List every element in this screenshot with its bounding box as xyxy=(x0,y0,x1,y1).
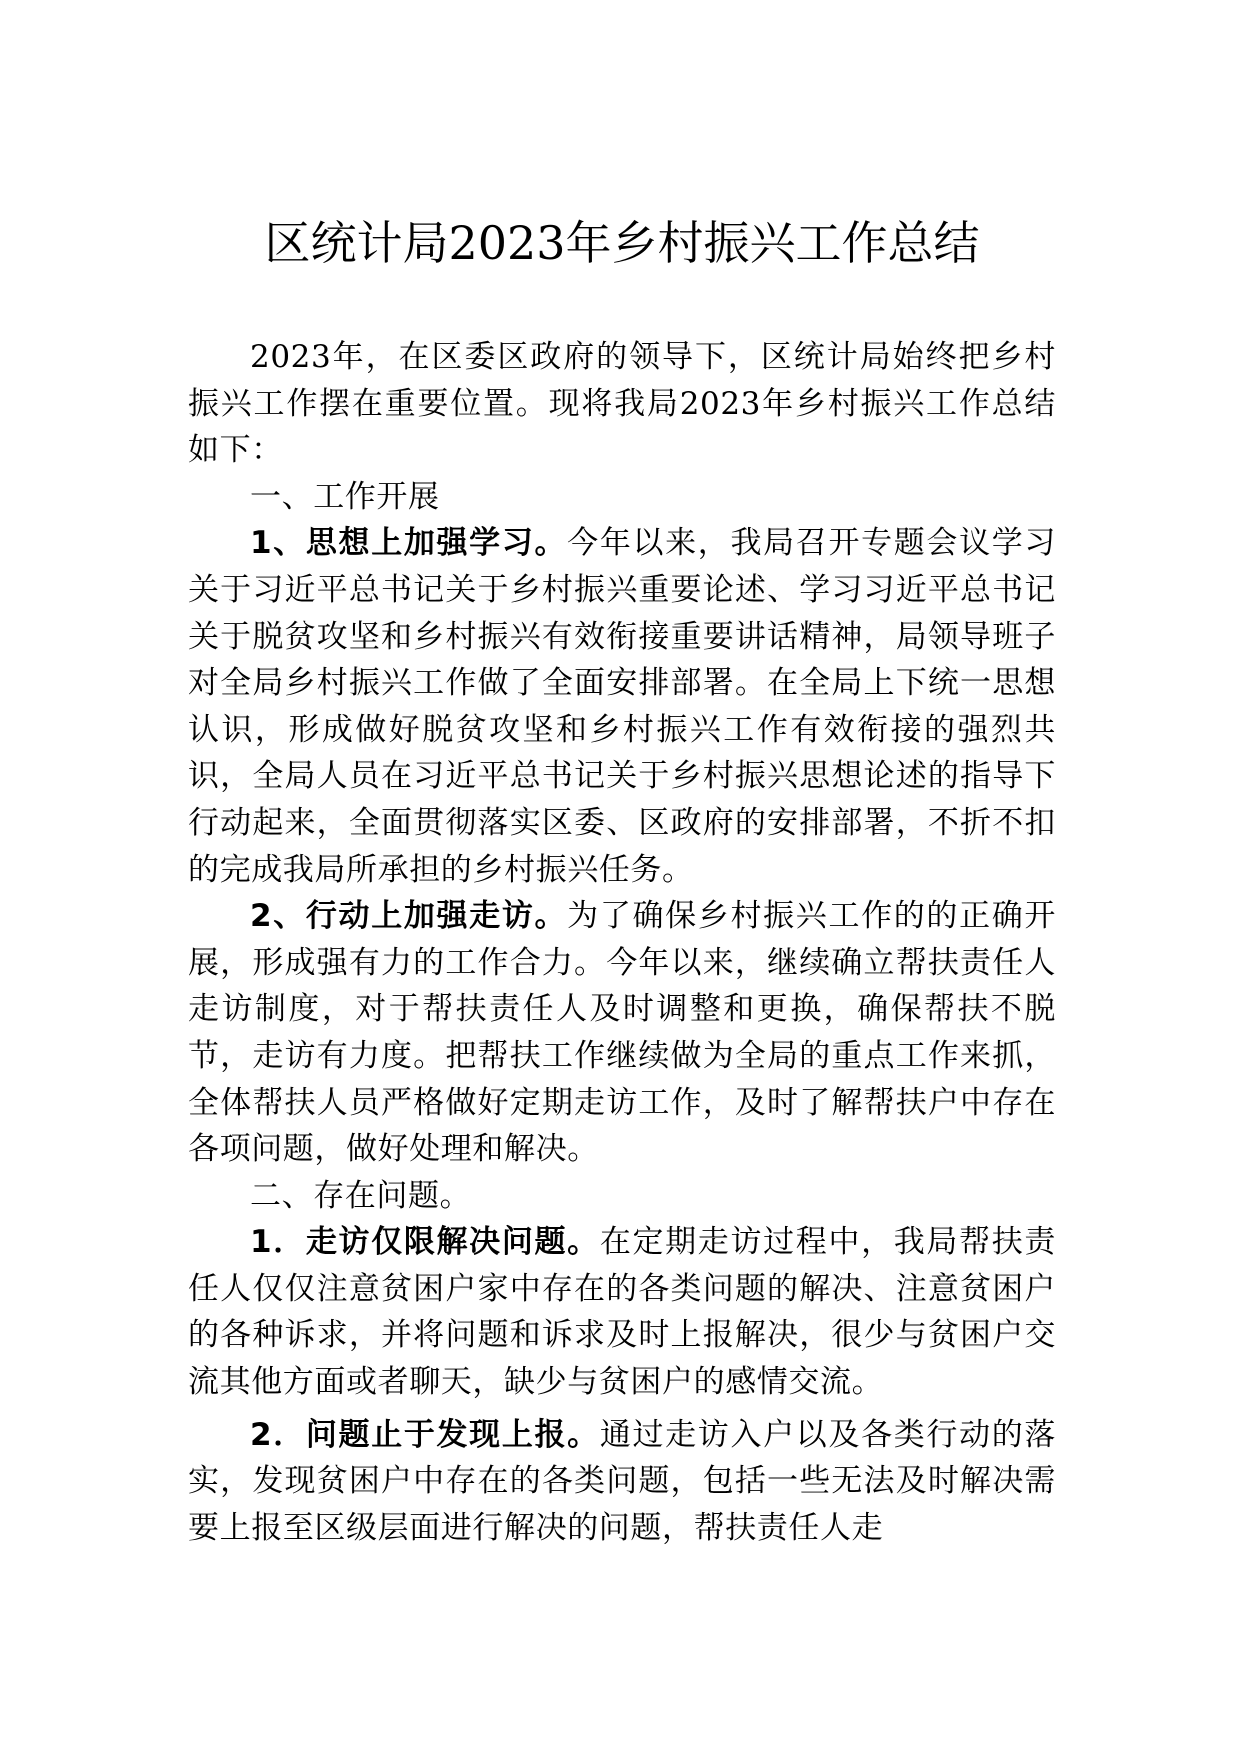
item-text-2: 为了确保乡村振兴工作的的正确开展，形成强有力的工作合力。今年以来，继续确立帮扶责任人走访制度，对于帮扶责任人及时调整和更换，确保帮扶不脱节，走访有力度。把帮扶工作继续做为全局的重点工作来抓，全体帮扶人员严格做好定期走访工作，及时了解帮扶户中存在各项问题，做好处理和解决。 xyxy=(188,898,1056,1168)
document-body xyxy=(188,334,1056,1551)
item-text-4: 通过走访入户以及各类行动的落实，发现贫困户中存在的各类问题，包括一些无法及时解决需要上报至区级层面进行解决的问题，帮扶责任人走 xyxy=(188,1416,1056,1546)
intro-paragraph xyxy=(188,334,1056,474)
intro-text-1: 年，在区委区政府的领导下，区统计局始终把乡村振兴工作摆在重要位置。现将我局 xyxy=(188,339,1056,422)
item-paragraph-1 xyxy=(188,520,1056,893)
item-paragraph-2 xyxy=(188,893,1056,1173)
item-lead-3: 1．走访仅限解决问题。 xyxy=(250,1224,600,1261)
intro-year-1: 2023 xyxy=(250,339,332,375)
section-heading-1: 一、工作开展 xyxy=(250,478,440,515)
title-suffix: 年乡村振兴工作总结 xyxy=(565,216,980,270)
item-lead-2: 2、行动上加强走访。 xyxy=(250,898,568,935)
item-text-1: 今年以来，我局召开专题会议学习关于习近平总书记关于乡村振兴重要论述、学习习近平总书记关于脱贫攻坚和乡村振兴有效衔接重要讲话精神，局领导班子对全局乡村振兴工作做了全面安排部署。在全局上下统一思想认识，形成做好脱贫攻坚和乡村振兴工作有效衔接的强烈共识，全局人员在习近平总书记关于乡村振兴思想论述的指导下行动起来，全面贯彻落实区委、区政府的安排部署，不折不扣的完成我局所承担的乡村振兴任务。 xyxy=(188,525,1056,888)
item-lead-4: 2．问题止于发现上报。 xyxy=(250,1416,600,1453)
item-paragraph-3 xyxy=(188,1219,1056,1405)
document-title xyxy=(188,212,1056,274)
intro-text-2: 年乡村振兴工作总结如下： xyxy=(188,385,1056,469)
item-lead-1: 1、思想上加强学习。 xyxy=(250,525,568,562)
item-text-3: 在定期走访过程中，我局帮扶责任人仅仅注意贫困户家中存在的各类问题的解决、注意贫困户的各种诉求，并将问题和诉求及时上报解决，很少与贫困户交流其他方面或者聊天，缺少与贫困户的感情交流。 xyxy=(188,1224,1056,1401)
section-heading-2: 二、存在问题。 xyxy=(250,1177,472,1214)
document-page xyxy=(188,0,1056,1754)
item-paragraph-4 xyxy=(188,1412,1056,1552)
title-year: 2023 xyxy=(448,216,566,270)
title-prefix: 区统计局 xyxy=(264,216,449,270)
intro-year-2: 2023 xyxy=(679,385,761,422)
